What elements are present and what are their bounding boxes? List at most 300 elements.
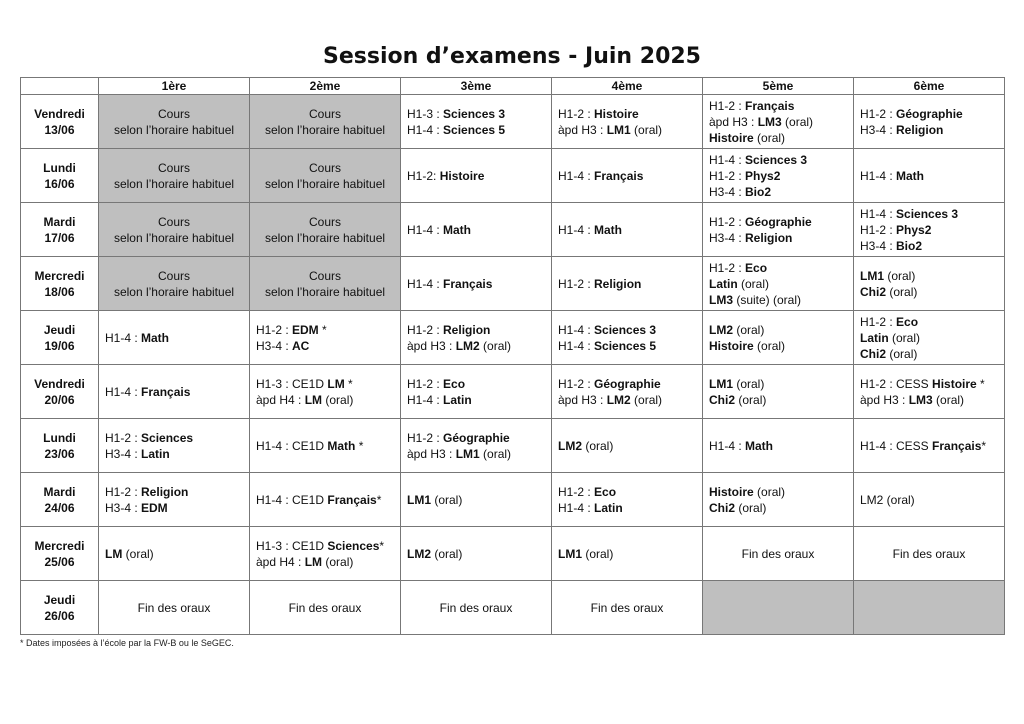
cell-line [407, 392, 545, 408]
cell-text: H1-2 : [709, 214, 746, 229]
subject-name: Phys2 [896, 222, 932, 237]
day-cell [21, 419, 99, 473]
cell-text: H1-3 : CE1D [256, 538, 328, 553]
cell-text: (oral) [932, 392, 965, 407]
cell-text: * [976, 376, 985, 391]
exam-cell-5eme [703, 581, 854, 635]
cell-text: H1-2 : [105, 484, 142, 499]
cell-text: H1-2 : [105, 430, 142, 445]
subject-name: AC [292, 338, 310, 353]
subject-name: Eco [896, 314, 919, 329]
cell-text: H1-4 : [558, 500, 595, 515]
exam-cell-3eme [401, 203, 552, 257]
cell-text: H1-2 : [709, 260, 746, 275]
cell-text: (oral) [781, 114, 814, 129]
subject-name: Religion [896, 122, 944, 137]
exam-cell-1ere [99, 365, 250, 419]
subject-name: LM [304, 392, 323, 407]
cell-text: (oral) [431, 546, 463, 561]
exam-cell-1ere [99, 581, 250, 635]
table-row [21, 203, 1005, 257]
cell-line [256, 122, 394, 138]
cell-line [709, 546, 847, 562]
day-name: Vendredi [34, 106, 85, 121]
cell-text: (oral) [733, 322, 765, 337]
header-4eme: 4ème [552, 78, 703, 95]
cell-line [860, 346, 998, 362]
cell-text: H1-4 : [860, 168, 897, 183]
exam-cell-6eme [854, 581, 1005, 635]
exam-cell-1ere [99, 257, 250, 311]
cell-text: H1-4 : [709, 152, 746, 167]
subject-name: Math [896, 168, 925, 183]
cell-line [256, 338, 394, 354]
cell-text: H1-4 : [407, 392, 444, 407]
exam-cell-4eme [552, 203, 703, 257]
subject-name: Religion [594, 276, 642, 291]
day-name: Jeudi [43, 322, 76, 337]
exam-cell-4eme [552, 527, 703, 581]
cell-line [407, 122, 545, 138]
exam-cell-1ere [99, 203, 250, 257]
day-cell [21, 473, 99, 527]
cell-line [256, 214, 394, 230]
cell-line [709, 130, 847, 146]
subject-name: EDM [141, 500, 168, 515]
cell-line [860, 330, 998, 346]
cell-text: H1-2 : [558, 106, 595, 121]
day-cell [21, 581, 99, 635]
cell-line [709, 438, 847, 454]
day-name: Jeudi [43, 592, 76, 607]
cell-line [558, 500, 696, 516]
cell-text: (oral) [122, 546, 154, 561]
cell-line [709, 230, 847, 246]
cell-text: Cours [157, 160, 190, 175]
exam-cell-6eme [854, 203, 1005, 257]
exam-cell-3eme [401, 149, 552, 203]
cell-line [105, 430, 243, 446]
subject-name: LM1 [407, 492, 431, 507]
exam-cell-4eme [552, 311, 703, 365]
cell-line [105, 500, 243, 516]
cell-text: (oral) [884, 268, 916, 283]
cell-text: Cours [157, 214, 190, 229]
cell-text: selon l’horaire habituel [264, 176, 386, 191]
subject-name: Chi2 [709, 392, 736, 407]
cell-text: (oral) [753, 130, 786, 145]
cell-line [105, 484, 243, 500]
day-name: Lundi [43, 160, 76, 175]
cell-text: Fin des oraux [137, 600, 211, 615]
table-row [21, 257, 1005, 311]
cell-line [407, 222, 545, 238]
cell-text: àpd H3 : [558, 122, 607, 137]
cell-text: H1-4 : [105, 384, 142, 399]
cell-text: H1-2 : [558, 276, 595, 291]
cell-text: Cours [157, 268, 190, 283]
cell-line [709, 184, 847, 200]
day-date: 24/06 [44, 500, 75, 515]
exam-cell-2eme [250, 257, 401, 311]
subject-name: Géographie [594, 376, 661, 391]
cell-text: àpd H4 : [256, 554, 305, 569]
table-row [21, 311, 1005, 365]
subject-name: Français [932, 438, 982, 453]
exam-cell-5eme [703, 419, 854, 473]
header-corner [21, 78, 99, 95]
cell-line [407, 322, 545, 338]
cell-text: àpd H4 : [256, 392, 305, 407]
cell-text: * [355, 438, 364, 453]
exam-cell-2eme [250, 149, 401, 203]
cell-line [709, 214, 847, 230]
cell-line [105, 284, 243, 300]
cell-line [558, 376, 696, 392]
cell-line [860, 392, 998, 408]
cell-line [407, 446, 545, 462]
day-cell [21, 95, 99, 149]
cell-line [558, 122, 696, 138]
table-row [21, 95, 1005, 149]
cell-text: H1-2 : [709, 98, 746, 113]
cell-line [256, 230, 394, 246]
exam-cell-2eme [250, 365, 401, 419]
subject-name: Bio2 [896, 238, 923, 253]
cell-text: selon l’horaire habituel [113, 284, 235, 299]
exam-cell-4eme [552, 149, 703, 203]
cell-text: H3-4 : [256, 338, 293, 353]
cell-line [860, 268, 998, 284]
cell-line [558, 392, 696, 408]
subject-name: Chi2 [709, 500, 736, 515]
cell-line [105, 546, 243, 562]
cell-line [105, 230, 243, 246]
cell-text: H3-4 : [860, 238, 897, 253]
subject-name: Chi2 [860, 284, 887, 299]
cell-text: (oral) [479, 338, 512, 353]
header-5eme: 5ème [703, 78, 854, 95]
exam-cell-5eme [703, 365, 854, 419]
cell-text: H3-4 : [860, 122, 897, 137]
header-row [21, 78, 1005, 95]
cell-text: H1-2 : [860, 106, 897, 121]
exam-cell-2eme [250, 527, 401, 581]
exam-cell-5eme [703, 527, 854, 581]
exam-cell-6eme [854, 95, 1005, 149]
subject-name: Eco [594, 484, 617, 499]
cell-line [407, 276, 545, 292]
exam-cell-6eme [854, 419, 1005, 473]
cell-line [256, 160, 394, 176]
subject-name: LM2 [407, 546, 431, 561]
cell-text: selon l’horaire habituel [113, 230, 235, 245]
exam-cell-6eme [854, 257, 1005, 311]
cell-line [709, 276, 847, 292]
cell-text: * [318, 322, 327, 337]
cell-line [558, 484, 696, 500]
cell-text: LM2 (oral) [860, 492, 915, 507]
subject-name: LM1 [709, 376, 733, 391]
subject-name: Latin [443, 392, 472, 407]
cell-text: àpd H3 : [558, 392, 607, 407]
subject-name: Eco [443, 376, 466, 391]
day-date: 25/06 [44, 554, 75, 569]
exam-cell-3eme [401, 527, 552, 581]
cell-text: àpd H3 : [709, 114, 758, 129]
cell-text: H1-4 : [558, 222, 595, 237]
subject-name: Histoire [932, 376, 977, 391]
cell-line [860, 438, 998, 454]
cell-line [105, 106, 243, 122]
cell-text: (oral) [479, 446, 512, 461]
cell-text: Cours [308, 106, 341, 121]
cell-text: * [981, 438, 987, 453]
subject-name: Histoire [709, 130, 754, 145]
exam-cell-2eme [250, 581, 401, 635]
subject-name: Sciences 5 [594, 338, 657, 353]
subject-name: Math [327, 438, 356, 453]
cell-text: Fin des oraux [288, 600, 362, 615]
subject-name: Math [443, 222, 472, 237]
cell-line [105, 600, 243, 616]
cell-line [256, 392, 394, 408]
subject-name: LM1 [558, 546, 582, 561]
exam-schedule-table [20, 77, 1005, 635]
subject-name: Religion [141, 484, 189, 499]
cell-text: àpd H3 : [407, 446, 456, 461]
cell-text: Fin des oraux [892, 546, 966, 561]
cell-text: H3-4 : [105, 446, 142, 461]
subject-name: LM2 [606, 392, 631, 407]
cell-text: H3-4 : [709, 184, 746, 199]
exam-cell-5eme [703, 473, 854, 527]
cell-line [709, 152, 847, 168]
day-name: Lundi [43, 430, 76, 445]
day-date: 23/06 [44, 446, 75, 461]
subject-name: Sciences 3 [896, 206, 959, 221]
table-row [21, 527, 1005, 581]
cell-line [709, 168, 847, 184]
cell-text: H1-4 : [407, 122, 444, 137]
cell-text: Cours [308, 160, 341, 175]
subject-name: Latin [709, 276, 738, 291]
cell-line [709, 292, 847, 308]
header-6eme: 6ème [854, 78, 1005, 95]
cell-text: H1-2 : [558, 484, 595, 499]
cell-text: Cours [308, 268, 341, 283]
cell-line [709, 114, 847, 130]
subject-name: Français [141, 384, 191, 399]
subject-name: LM3 [908, 392, 933, 407]
cell-text: (suite) (oral) [733, 292, 802, 307]
subject-name: Géographie [745, 214, 812, 229]
schedule-body [21, 95, 1005, 635]
cell-line [709, 484, 847, 500]
cell-line [407, 546, 545, 562]
exam-cell-3eme [401, 257, 552, 311]
cell-line [558, 106, 696, 122]
subject-name: LM [304, 554, 323, 569]
cell-line [709, 98, 847, 114]
day-name: Mercredi [34, 268, 85, 283]
cell-line [256, 376, 394, 392]
subject-name: Histoire [439, 168, 485, 183]
cell-line [105, 268, 243, 284]
day-cell [21, 257, 99, 311]
table-row [21, 473, 1005, 527]
cell-line [558, 168, 696, 184]
subject-name: Eco [745, 260, 768, 275]
cell-text: (oral) [630, 392, 663, 407]
page-title: Session d’examens - Juin 2025 [323, 44, 701, 69]
subject-name: Sciences 3 [443, 106, 506, 121]
cell-line [709, 376, 847, 392]
cell-text: (oral) [322, 392, 354, 407]
cell-text: Fin des oraux [590, 600, 664, 615]
subject-name: LM2 [709, 322, 733, 337]
subject-name: Latin [141, 446, 170, 461]
exam-cell-3eme [401, 473, 552, 527]
cell-line [256, 538, 394, 554]
subject-name: LM1 [860, 268, 884, 283]
exam-cell-4eme [552, 473, 703, 527]
cell-line [407, 376, 545, 392]
cell-line [407, 430, 545, 446]
cell-text: (oral) [733, 376, 765, 391]
cell-line [860, 546, 998, 562]
cell-line [558, 322, 696, 338]
cell-text: H1-3 : CE1D [256, 376, 328, 391]
cell-text: Fin des oraux [741, 546, 815, 561]
cell-text: H1-4 : [860, 206, 897, 221]
subject-name: Religion [745, 230, 793, 245]
subject-name: LM2 [455, 338, 480, 353]
day-date: 13/06 [44, 122, 75, 137]
header-2eme: 2ème [250, 78, 401, 95]
cell-line [256, 176, 394, 192]
cell-text: (oral) [753, 338, 786, 353]
exam-cell-6eme [854, 365, 1005, 419]
subject-name: Religion [443, 322, 491, 337]
subject-name: Bio2 [745, 184, 772, 199]
cell-line [105, 330, 243, 346]
cell-line [860, 168, 998, 184]
cell-text: H1-4 : CE1D [256, 492, 328, 507]
cell-text: (oral) [737, 276, 770, 291]
exam-cell-4eme [552, 365, 703, 419]
exam-cell-4eme [552, 581, 703, 635]
exam-cell-3eme [401, 311, 552, 365]
exam-cell-5eme [703, 203, 854, 257]
table-row [21, 149, 1005, 203]
day-date: 26/06 [44, 608, 75, 623]
exam-cell-1ere [99, 95, 250, 149]
cell-text: (oral) [582, 438, 614, 453]
cell-text: * [344, 376, 353, 391]
exam-cell-1ere [99, 149, 250, 203]
subject-name: LM1 [606, 122, 631, 137]
cell-line [256, 492, 394, 508]
cell-line [407, 600, 545, 616]
cell-text: (oral) [630, 122, 663, 137]
cell-text: Cours [157, 106, 190, 121]
cell-text: (oral) [886, 346, 918, 361]
cell-line [860, 314, 998, 330]
exam-cell-3eme [401, 365, 552, 419]
cell-line [407, 492, 545, 508]
exam-cell-1ere [99, 473, 250, 527]
exam-cell-1ere [99, 311, 250, 365]
cell-line [407, 106, 545, 122]
cell-text: (oral) [735, 500, 767, 515]
subject-name: Latin [860, 330, 889, 345]
cell-line [860, 122, 998, 138]
cell-text: Fin des oraux [439, 600, 513, 615]
exam-cell-6eme [854, 473, 1005, 527]
cell-line [860, 222, 998, 238]
cell-text: H3-4 : [105, 500, 142, 515]
subject-name: LM [327, 376, 345, 391]
cell-text: (oral) [431, 492, 463, 507]
day-date: 18/06 [44, 284, 75, 299]
subject-name: Géographie [896, 106, 963, 121]
subject-name: Chi2 [860, 346, 887, 361]
cell-line [709, 392, 847, 408]
cell-text: H1-2 : [860, 222, 897, 237]
exam-cell-2eme [250, 311, 401, 365]
subject-name: Sciences [327, 538, 380, 553]
exam-cell-1ere [99, 419, 250, 473]
cell-text: H1-2 : [407, 322, 444, 337]
day-cell [21, 527, 99, 581]
cell-text: àpd H3 : [860, 392, 909, 407]
subject-name: Sciences [141, 430, 194, 445]
cell-text: H1-4 : [407, 222, 444, 237]
subject-name: LM3 [709, 292, 733, 307]
subject-name: Français [327, 492, 377, 507]
exam-cell-2eme [250, 95, 401, 149]
exam-cell-4eme [552, 419, 703, 473]
subject-name: Géographie [443, 430, 510, 445]
cell-line [256, 284, 394, 300]
subject-name: Histoire [594, 106, 639, 121]
cell-text: Cours [308, 214, 341, 229]
exam-cell-6eme [854, 311, 1005, 365]
cell-text: (oral) [322, 554, 354, 569]
cell-text: (oral) [582, 546, 614, 561]
exam-cell-6eme [854, 149, 1005, 203]
cell-text: H1-4 : CESS [860, 438, 933, 453]
cell-line [709, 260, 847, 276]
cell-line [860, 238, 998, 254]
cell-line [709, 322, 847, 338]
cell-line [407, 168, 545, 184]
cell-text: H1-4 : [709, 438, 746, 453]
cell-line [558, 276, 696, 292]
cell-line [860, 492, 998, 508]
cell-line [105, 384, 243, 400]
day-name: Mercredi [34, 538, 85, 553]
exam-cell-3eme [401, 419, 552, 473]
subject-name: Français [594, 168, 644, 183]
cell-line [709, 500, 847, 516]
day-date: 16/06 [44, 176, 75, 191]
cell-text: selon l’horaire habituel [264, 230, 386, 245]
day-date: 20/06 [44, 392, 75, 407]
exam-cell-1ere [99, 527, 250, 581]
cell-text: * [379, 538, 385, 553]
